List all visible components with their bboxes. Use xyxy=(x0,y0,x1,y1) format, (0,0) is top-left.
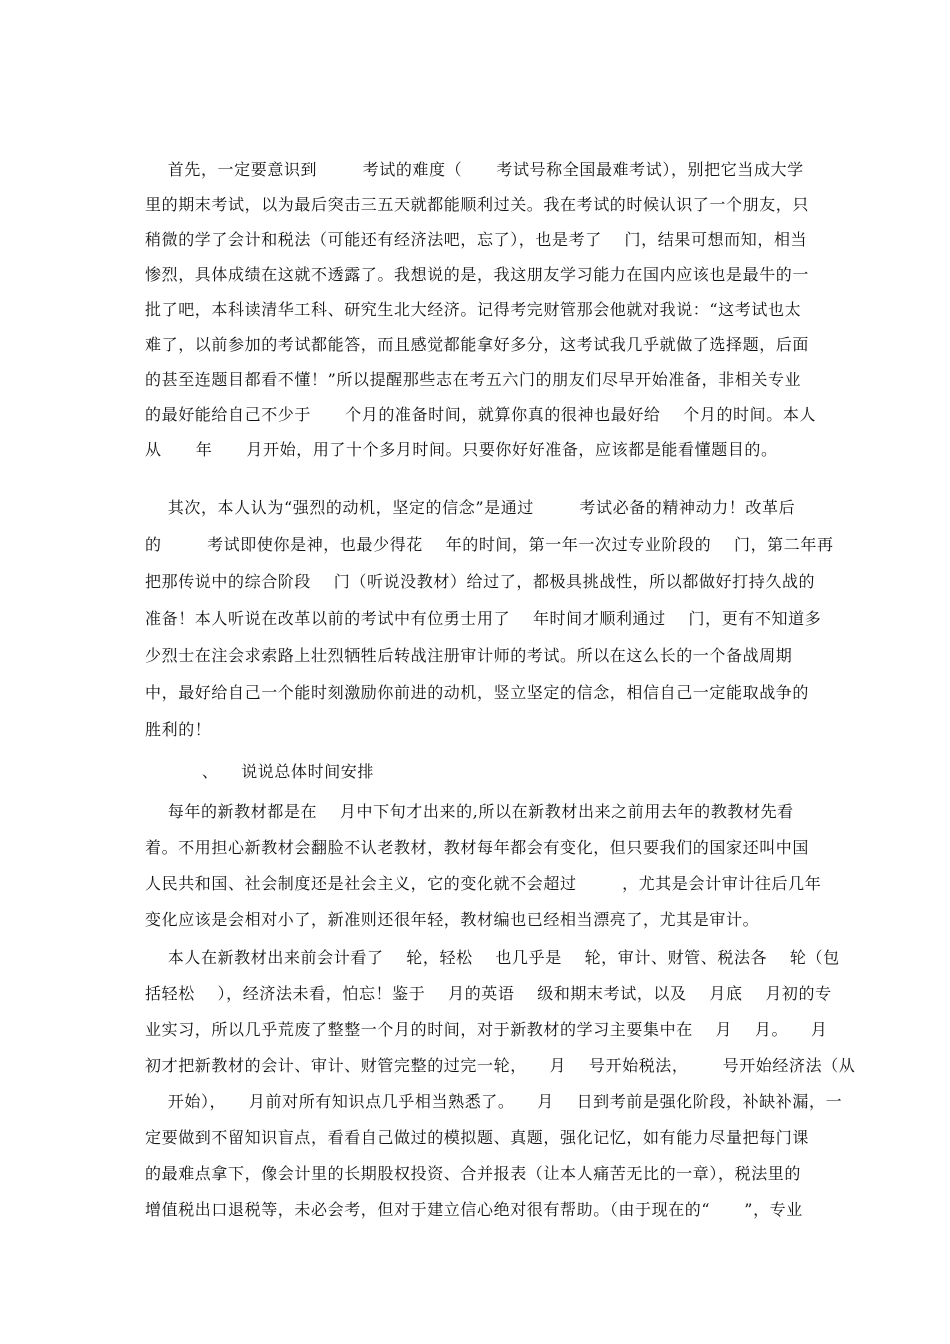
text-line-20: 变化应该是会相对小了，新准则还很年轻，教材编也已经相当漂亮了，尤其是审计。 xyxy=(145,910,760,929)
text-line-10: 其次，本人认为“强烈的动机，坚定的信念”是通过 考试必备的精神动力！改革后 xyxy=(145,498,796,517)
text-line-11: 的 考试即使你是神，也最少得花 年的时间，第一年一次过专业阶段的 门，第二年再 xyxy=(145,535,834,554)
text-line-13: 准备！本人听说在改革以前的考试中有位勇士用了 年时间才顺利通过 门，更有不知道多 xyxy=(145,609,822,628)
text-line-1: 首先，一定要意识到 考试的难度（ 考试号称全国最难考试），别把它当成大学 xyxy=(145,160,804,179)
text-line-9: 从 年 月开始，用了十个多月时间。只要你好好准备，应该都是能看懂题目的。 xyxy=(145,440,778,459)
section-heading: 、 说说总体时间安排 xyxy=(145,762,375,781)
text-line-24: 初才把新教材的会计、审计、财管完整的过完一轮， 月 号开始税法， 号开始经济法（从 xyxy=(145,1056,856,1075)
text-line-26: 定要做到不留知识盲点，看看自己做过的模拟题、真题，强化记忆，如有能力尽量把每门课 xyxy=(145,1128,810,1147)
text-line-23: 业实习，所以几乎荒废了整整一个月的时间，对于新教材的学习主要集中在 月 月。 月 xyxy=(145,1020,828,1039)
text-line-8: 的最好能给自己不少于 个月的准备时间，就算你真的很神也最好给 个月的时间。本人 xyxy=(145,405,817,424)
text-line-19: 人民共和国、社会制度还是社会主义，它的变化就不会超过 ，尤其是会计审计往后几年 xyxy=(145,874,822,893)
text-line-3: 稍微的学了会计和税法（可能还有经济法吧，忘了），也是考了 门，结果可想而知，相当 xyxy=(145,230,808,249)
text-line-4: 惨烈，具体成绩在这就不透露了。我想说的是，我这朋友学习能力在国内应该也是最牛的一 xyxy=(145,265,810,284)
text-line-2: 里的期末考试，以为最后突击三五天就都能顺利过关。我在考试的时候认识了一个朋友，只 xyxy=(145,195,810,214)
text-line-17: 每年的新教材都是在 月中下旬才出来的,所以在新教材出来之前用去年的教教材先看 xyxy=(145,802,794,821)
text-line-15: 中，最好给自己一个能时刻激励你前进的动机，竖立坚定的信念，相信自己一定能取战争的 xyxy=(145,683,810,702)
text-line-12: 把那传说中的综合阶段 门（听说没教材）给过了，都极具挑战性，所以都做好打持久战的 xyxy=(145,572,816,591)
text-line-21: 本人在新教材出来前会计看了 轮，轻松 也几乎是 轮，审计、财管、税法各 轮（包 xyxy=(145,948,840,967)
text-line-7: 的甚至连题目都看不懂！”所以提醒那些志在考五六门的朋友们尽早开始准备，非相关专业 xyxy=(145,370,802,389)
text-line-22: 括轻松 ），经济法未看，怕忘！鉴于 月的英语 级和期末考试，以及 月底 月初的专 xyxy=(145,984,832,1003)
text-line-28: 增值税出口退税等，未必会考，但对于建立信心绝对很有帮助。（由于现在的“ ”，专业 xyxy=(145,1200,803,1219)
text-line-18: 着。不用担心新教材会翻脸不认老教材，教材每年都会有变化，但只要我们的国家还叫中国 xyxy=(145,838,810,857)
text-line-6: 难了，以前参加的考试都能答，而且感觉都能拿好多分，这考试我几乎就做了选择题，后面 xyxy=(145,335,810,354)
text-line-25: 开始）， 月前对所有知识点几乎相当熟悉了。 月 日到考前是强化阶段，补缺补漏，一 xyxy=(145,1092,843,1111)
text-line-5: 批了吧，本科读清华工科、研究生北大经济。记得考完财管那会他就对我说：“这考试也太 xyxy=(145,300,802,319)
text-line-27: 的最难点拿下，像会计里的长期股权投资、合并报表（让本人痛苦无比的一章），税法里的 xyxy=(145,1164,802,1183)
text-line-16: 胜利的！ xyxy=(145,720,212,739)
text-line-14: 少烈士在注会求索路上壮烈牺牲后转战注册审计师的考试。所以在这么长的一个备战周期 xyxy=(145,646,793,665)
